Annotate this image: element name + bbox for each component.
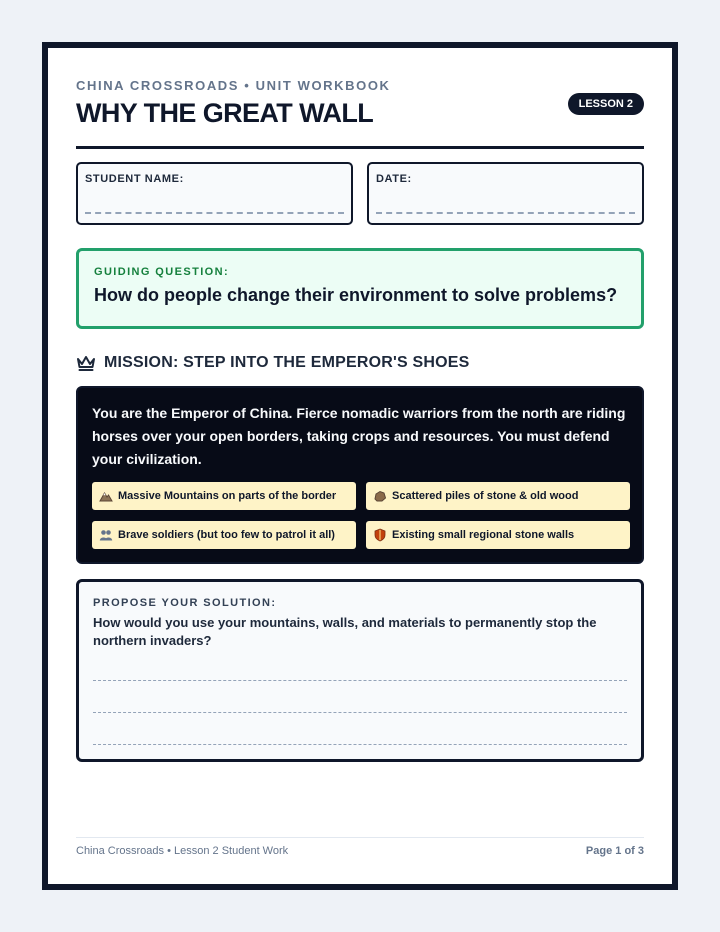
shield-icon	[373, 528, 387, 542]
mountain-icon	[99, 489, 113, 503]
resource-chip	[366, 521, 630, 549]
answer-line[interactable]	[93, 744, 627, 745]
mission-scenario-box	[76, 386, 644, 564]
page-title: WHY THE GREAT WALL	[76, 98, 374, 128]
resource-chip	[92, 482, 356, 510]
guiding-question-text: How do people change their environment to solve problems?	[94, 285, 618, 305]
guiding-question-box	[76, 248, 644, 329]
propose-solution-label: PROPOSE YOUR SOLUTION:	[93, 597, 277, 609]
mission-title: MISSION: STEP INTO THE EMPEROR'S SHOES	[104, 354, 470, 371]
resource-chip	[366, 482, 630, 510]
resource-label: Massive Mountains on parts of the border	[118, 490, 337, 502]
worksheet-page	[42, 42, 678, 890]
mission-scenario-text: You are the Emperor of China. Fierce nomadic warriors from the north are riding horses over your open borders, taking crops and resources. You must defend your civilization.	[92, 405, 626, 467]
title-divider	[76, 146, 644, 149]
resource-label: Existing small regional stone walls	[392, 529, 575, 541]
student-name-label: STUDENT NAME:	[85, 173, 184, 185]
date-line[interactable]	[376, 212, 635, 214]
resource-chip	[92, 521, 356, 549]
people-icon	[99, 528, 113, 542]
lesson-badge: LESSON 2	[568, 93, 644, 115]
worksheet-content	[76, 78, 644, 857]
crown-icon	[76, 354, 96, 372]
student-name-field[interactable]	[76, 162, 353, 225]
resource-label: Brave soldiers (but too few to patrol it all)	[118, 529, 335, 541]
propose-solution-question: How would you use your mountains, walls, and materials to permanently stop the northern invaders?	[93, 615, 597, 648]
guiding-question-label: GUIDING QUESTION:	[94, 266, 230, 278]
student-name-line[interactable]	[85, 212, 344, 214]
footer-divider	[76, 837, 644, 838]
footer-course-label: China Crossroads • Lesson 2 Student Work	[76, 845, 289, 857]
unit-kicker: CHINA CROSSROADS • UNIT WORKBOOK	[76, 78, 391, 93]
answer-line[interactable]	[93, 680, 627, 681]
resource-label: Scattered piles of stone & old wood	[392, 490, 579, 502]
resource-list	[92, 482, 628, 549]
mission-heading	[76, 352, 644, 374]
rock-icon	[373, 489, 387, 503]
date-label: DATE:	[376, 173, 412, 185]
page-number: Page 1 of 3	[585, 845, 644, 857]
propose-solution-box	[76, 579, 644, 762]
answer-line[interactable]	[93, 712, 627, 713]
date-field[interactable]	[367, 162, 644, 225]
